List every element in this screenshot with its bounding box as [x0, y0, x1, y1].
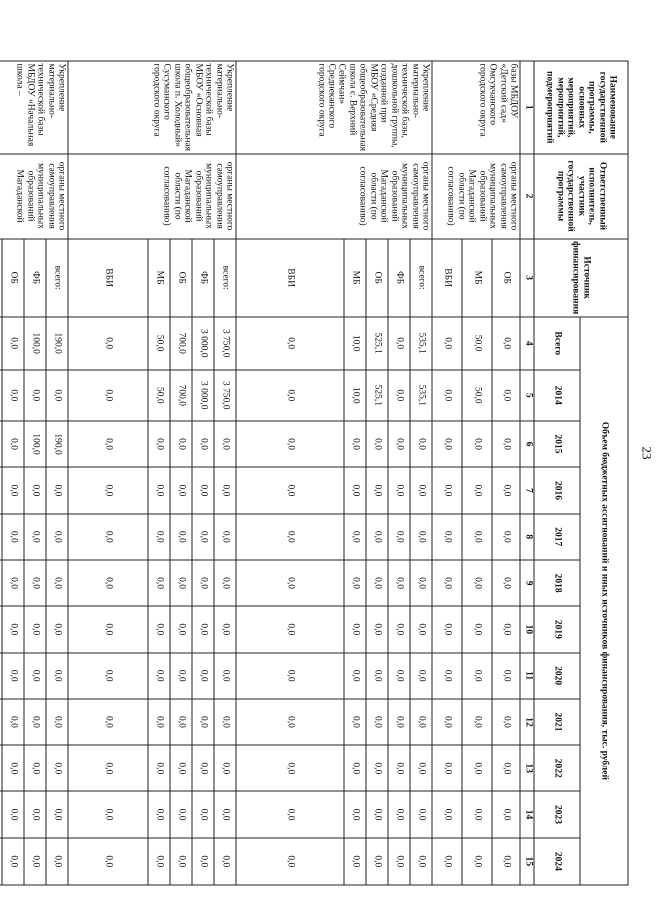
- year-value: 0,0: [148, 606, 170, 652]
- year-value: [0, 420, 2, 467]
- year-value: 0,0: [236, 513, 344, 559]
- total-value: 0,0: [388, 316, 410, 369]
- year-value: 0,0: [68, 467, 148, 513]
- year-value: 0,0: [410, 698, 432, 744]
- year-value: 0,0: [192, 791, 214, 837]
- budget-table: [0, 60, 628, 885]
- year-value: 0,0: [24, 369, 46, 420]
- column-number: 4: [520, 316, 534, 369]
- year-value: 0,0: [388, 559, 410, 605]
- year-value: 0,0: [46, 606, 68, 652]
- year-value: 0,0: [2, 467, 24, 513]
- header-year: 2020: [534, 652, 580, 698]
- year-value: 0,0: [192, 745, 214, 791]
- year-value: 0,0: [2, 837, 24, 884]
- column-number: 6: [520, 420, 534, 467]
- year-value: 0,0: [492, 606, 520, 652]
- column-number: 5: [520, 369, 534, 420]
- year-value: 50,0: [462, 369, 492, 420]
- year-value: 0,0: [492, 513, 520, 559]
- year-value: 0,0: [492, 467, 520, 513]
- year-value: 0,0: [462, 745, 492, 791]
- total-value: 190,0: [46, 316, 68, 369]
- total-value: 10,0: [344, 316, 366, 369]
- year-value: 0,0: [214, 420, 236, 467]
- column-number: 9: [520, 559, 534, 605]
- column-number: 10: [520, 606, 534, 652]
- year-value: 0,0: [148, 791, 170, 837]
- year-value: 0,0: [236, 837, 344, 884]
- year-value: 0,0: [462, 698, 492, 744]
- total-value: 525,1: [366, 316, 388, 369]
- year-value: 0,0: [68, 791, 148, 837]
- year-value: 0,0: [462, 652, 492, 698]
- year-value: 0,0: [68, 698, 148, 744]
- year-value: 0,0: [492, 559, 520, 605]
- funding-source: МБ: [148, 238, 170, 316]
- measure-name: Укрепление материально-технической базы МБДОУ «Начальная школа –: [0, 61, 68, 154]
- year-value: 0,0: [410, 467, 432, 513]
- year-value: 0,0: [344, 513, 366, 559]
- table-row: [46, 61, 68, 885]
- year-value: 0,0: [462, 420, 492, 467]
- year-value: 0,0: [410, 559, 432, 605]
- year-value: 0,0: [388, 652, 410, 698]
- year-value: 0,0: [68, 837, 148, 884]
- funding-source: ОБ: [170, 238, 192, 316]
- year-value: 0,0: [366, 606, 388, 652]
- year-value: 0,0: [170, 837, 192, 884]
- year-value: 0,0: [214, 467, 236, 513]
- year-value: 0,0: [192, 559, 214, 605]
- total-value: 535,1: [410, 316, 432, 369]
- year-value: 0,0: [46, 369, 68, 420]
- year-value: 0,0: [432, 513, 462, 559]
- year-value: 0,0: [170, 559, 192, 605]
- year-value: 0,0: [46, 837, 68, 884]
- year-value: 0,0: [344, 698, 366, 744]
- year-value: 0,0: [148, 837, 170, 884]
- year-value: 0,0: [410, 791, 432, 837]
- year-value: 0,0: [432, 420, 462, 467]
- year-value: 0,0: [344, 652, 366, 698]
- year-value: 0,0: [236, 606, 344, 652]
- year-value: 0,0: [344, 559, 366, 605]
- year-value: 0,0: [192, 606, 214, 652]
- year-value: 0,0: [388, 369, 410, 420]
- column-number: 12: [520, 698, 534, 744]
- year-value: 0,0: [388, 420, 410, 467]
- year-value: 0,0: [236, 559, 344, 605]
- executor: органы местного самоуправления муниципальных образований Магаданской: [0, 153, 68, 238]
- year-value: 0,0: [366, 837, 388, 884]
- year-value: 0,0: [462, 559, 492, 605]
- total-value: 3 000,0: [192, 316, 214, 369]
- year-value: 0,0: [236, 420, 344, 467]
- column-number: 15: [520, 837, 534, 884]
- total-value: 100,0: [24, 316, 46, 369]
- header-executor: Ответственный исполнитель, участник государственной программы: [534, 153, 628, 238]
- year-value: 0,0: [214, 652, 236, 698]
- funding-source: ФБ: [388, 238, 410, 316]
- year-value: 0,0: [68, 745, 148, 791]
- year-value: 0,0: [432, 837, 462, 884]
- funding-source: ВБИ: [236, 238, 344, 316]
- year-value: 0,0: [2, 513, 24, 559]
- year-value: 0,0: [46, 513, 68, 559]
- year-value: 0,0: [410, 837, 432, 884]
- header-year: 2019: [534, 606, 580, 652]
- column-number: 13: [520, 745, 534, 791]
- year-value: 535,1: [410, 369, 432, 420]
- year-value: 0,0: [366, 467, 388, 513]
- table-row: [410, 61, 432, 885]
- year-value: 0,0: [410, 513, 432, 559]
- year-value: 0,0: [388, 606, 410, 652]
- year-value: 0,0: [24, 791, 46, 837]
- year-value: 0,0: [24, 559, 46, 605]
- year-value: 0,0: [24, 513, 46, 559]
- year-value: 0,0: [170, 698, 192, 744]
- funding-source: ВБИ: [68, 238, 148, 316]
- year-value: 0,0: [462, 606, 492, 652]
- year-value: 0,0: [192, 513, 214, 559]
- header-year: 2021: [534, 698, 580, 744]
- year-value: 0,0: [492, 698, 520, 744]
- year-value: 0,0: [492, 791, 520, 837]
- header-total: Всего: [534, 316, 580, 369]
- funding-source: МБ: [462, 238, 492, 316]
- total-value: 0,0: [68, 316, 148, 369]
- year-value: 525,1: [366, 369, 388, 420]
- year-value: 0,0: [192, 698, 214, 744]
- year-value: 0,0: [46, 698, 68, 744]
- year-value: 0,0: [170, 420, 192, 467]
- total-value: 0,0: [2, 316, 24, 369]
- year-value: [0, 559, 2, 605]
- year-value: [0, 652, 2, 698]
- page-number: 23: [639, 446, 654, 459]
- year-value: [0, 467, 2, 513]
- year-value: 0,0: [24, 652, 46, 698]
- year-value: 0,0: [192, 467, 214, 513]
- year-value: 0,0: [214, 559, 236, 605]
- year-value: 0,0: [462, 837, 492, 884]
- year-value: 0,0: [170, 467, 192, 513]
- year-value: 0,0: [344, 745, 366, 791]
- year-value: 0,0: [148, 420, 170, 467]
- total-value: 0,0: [432, 316, 462, 369]
- year-value: 0,0: [214, 837, 236, 884]
- year-value: 0,0: [170, 513, 192, 559]
- table-row: [214, 61, 236, 885]
- total-value: 50,0: [462, 316, 492, 369]
- year-value: 0,0: [462, 513, 492, 559]
- column-number: 7: [520, 467, 534, 513]
- total-value: 700,0: [170, 316, 192, 369]
- year-value: 0,0: [344, 467, 366, 513]
- year-value: 0,0: [2, 606, 24, 652]
- funding-source: ФБ: [24, 238, 46, 316]
- year-value: 0,0: [492, 745, 520, 791]
- year-value: 0,0: [432, 467, 462, 513]
- year-value: 0,0: [170, 791, 192, 837]
- year-value: 0,0: [46, 791, 68, 837]
- funding-source: ОБ: [2, 238, 24, 316]
- year-value: 0,0: [432, 559, 462, 605]
- year-value: 0,0: [2, 791, 24, 837]
- header-budget-group: Объем бюджетных ассигнований и иных источников финансирования, тыс. рублей: [580, 316, 628, 884]
- funding-source: [0, 238, 2, 316]
- year-value: 0,0: [388, 467, 410, 513]
- funding-source: всего:: [46, 238, 68, 316]
- header-name: Наименование государственной программы, основных мероприятий, мероприятий, подмероприятий: [534, 61, 628, 154]
- year-value: 0,0: [410, 652, 432, 698]
- header-year: 2017: [534, 513, 580, 559]
- year-value: 0,0: [68, 652, 148, 698]
- year-value: 0,0: [344, 791, 366, 837]
- year-value: 0,0: [24, 467, 46, 513]
- year-value: 0,0: [24, 837, 46, 884]
- year-value: 0,0: [432, 369, 462, 420]
- year-value: 0,0: [148, 652, 170, 698]
- year-value: 0,0: [492, 837, 520, 884]
- funding-source: ВБИ: [432, 238, 462, 316]
- year-value: 0,0: [236, 698, 344, 744]
- year-value: [0, 745, 2, 791]
- year-value: 0,0: [2, 559, 24, 605]
- year-value: 0,0: [148, 698, 170, 744]
- year-value: 0,0: [46, 745, 68, 791]
- year-value: 0,0: [68, 420, 148, 467]
- year-value: 0,0: [24, 745, 46, 791]
- total-value: 50,0: [148, 316, 170, 369]
- year-value: 700,0: [170, 369, 192, 420]
- year-value: 190,0: [46, 420, 68, 467]
- year-value: 0,0: [192, 652, 214, 698]
- year-value: 0,0: [432, 791, 462, 837]
- table-row: [492, 61, 520, 885]
- header-year: 2022: [534, 745, 580, 791]
- year-value: 0,0: [148, 745, 170, 791]
- year-value: 0,0: [148, 559, 170, 605]
- year-value: 0,0: [68, 513, 148, 559]
- total-value: 0,0: [492, 316, 520, 369]
- year-value: 0,0: [432, 606, 462, 652]
- year-value: 0,0: [388, 791, 410, 837]
- column-number: 2: [520, 153, 534, 238]
- year-value: 0,0: [366, 745, 388, 791]
- column-number: 3: [520, 238, 534, 316]
- year-value: 0,0: [2, 652, 24, 698]
- year-value: 0,0: [46, 652, 68, 698]
- executor: органы местного самоуправления муниципальных образований Магаданской области (по согласованию): [236, 153, 432, 238]
- year-value: 0,0: [388, 837, 410, 884]
- column-number: 1: [520, 61, 534, 154]
- year-value: 0,0: [432, 745, 462, 791]
- column-number: 14: [520, 791, 534, 837]
- executor: органы местного самоуправления муниципальных образований Магаданской области (по согласованию): [432, 153, 520, 238]
- year-value: 0,0: [68, 369, 148, 420]
- year-value: 0,0: [2, 420, 24, 467]
- year-value: 0,0: [236, 369, 344, 420]
- year-value: 0,0: [410, 606, 432, 652]
- year-value: 0,0: [388, 745, 410, 791]
- year-value: 0,0: [492, 652, 520, 698]
- year-value: 3 000,0: [192, 369, 214, 420]
- funding-source: всего:: [410, 238, 432, 316]
- funding-source: ОБ: [366, 238, 388, 316]
- year-value: 0,0: [214, 698, 236, 744]
- year-value: 0,0: [344, 837, 366, 884]
- year-value: 0,0: [24, 698, 46, 744]
- header-year: 2023: [534, 791, 580, 837]
- header-source: Источник финансирования: [534, 238, 628, 316]
- column-number: 11: [520, 652, 534, 698]
- funding-source: всего:: [214, 238, 236, 316]
- measure-name: Укрепление материально-технической базы, дошкольной группы, созданной при МБОУ «Средняя общеобразовательная школа с. Верхний Сеймчан» Среднеканского городского округа: [236, 61, 432, 154]
- year-value: 0,0: [388, 698, 410, 744]
- year-value: [0, 698, 2, 744]
- year-value: 0,0: [68, 606, 148, 652]
- year-value: 0,0: [366, 698, 388, 744]
- year-value: 0,0: [366, 652, 388, 698]
- year-value: 0,0: [214, 791, 236, 837]
- year-value: [0, 513, 2, 559]
- year-value: 0,0: [492, 420, 520, 467]
- year-value: 0,0: [410, 745, 432, 791]
- header-year: 2014: [534, 369, 580, 420]
- year-value: [0, 369, 2, 420]
- executor: органы местного самоуправления муниципальных образований Магаданской области (по согласованию): [68, 153, 236, 238]
- year-value: 0,0: [170, 652, 192, 698]
- measure-name: базы МБДОУ «Детский сад» Омсукчанского городского округа: [432, 61, 520, 154]
- year-value: 0,0: [214, 513, 236, 559]
- year-value: 0,0: [192, 420, 214, 467]
- year-value: 0,0: [462, 467, 492, 513]
- rotated-page: [0, 20, 660, 885]
- year-value: [0, 837, 2, 884]
- year-value: 0,0: [68, 559, 148, 605]
- total-value: 0,0: [236, 316, 344, 369]
- year-value: 0,0: [214, 606, 236, 652]
- year-value: 0,0: [214, 745, 236, 791]
- year-value: 0,0: [366, 559, 388, 605]
- year-value: 0,0: [366, 513, 388, 559]
- year-value: 0,0: [236, 791, 344, 837]
- funding-source: МБ: [344, 238, 366, 316]
- year-value: 0,0: [462, 791, 492, 837]
- header-year: 2018: [534, 559, 580, 605]
- total-value: [0, 316, 2, 369]
- column-number: 8: [520, 513, 534, 559]
- year-value: 0,0: [236, 652, 344, 698]
- year-value: 0,0: [236, 745, 344, 791]
- year-value: 0,0: [46, 559, 68, 605]
- year-value: [0, 791, 2, 837]
- year-value: 50,0: [148, 369, 170, 420]
- year-value: [0, 606, 2, 652]
- year-value: 0,0: [24, 606, 46, 652]
- year-value: 100,0: [24, 420, 46, 467]
- measure-name: Укрепление материально-технической базы МБОУ «Основная общеобразовательная школа п. Холодный» Сусуманского городского округа: [68, 61, 236, 154]
- year-value: 0,0: [366, 420, 388, 467]
- year-value: 0,0: [388, 513, 410, 559]
- year-value: 0,0: [410, 420, 432, 467]
- year-value: 0,0: [148, 513, 170, 559]
- year-value: 0,0: [492, 369, 520, 420]
- header-year: 2016: [534, 467, 580, 513]
- year-value: 0,0: [2, 745, 24, 791]
- year-value: 0,0: [344, 606, 366, 652]
- year-value: 0,0: [432, 652, 462, 698]
- year-value: 0,0: [366, 791, 388, 837]
- header-year: 2024: [534, 837, 580, 884]
- year-value: 3 750,0: [214, 369, 236, 420]
- year-value: 0,0: [46, 467, 68, 513]
- year-value: 0,0: [148, 467, 170, 513]
- year-value: 0,0: [2, 698, 24, 744]
- year-value: 0,0: [170, 606, 192, 652]
- year-value: 0,0: [192, 837, 214, 884]
- year-value: 0,0: [344, 420, 366, 467]
- funding-source: ФБ: [192, 238, 214, 316]
- header-year: 2015: [534, 420, 580, 467]
- year-value: 0,0: [2, 369, 24, 420]
- funding-source: ОБ: [492, 238, 520, 316]
- year-value: 10,0: [344, 369, 366, 420]
- year-value: 0,0: [432, 698, 462, 744]
- year-value: 0,0: [170, 745, 192, 791]
- total-value: 3 750,0: [214, 316, 236, 369]
- year-value: 0,0: [236, 467, 344, 513]
